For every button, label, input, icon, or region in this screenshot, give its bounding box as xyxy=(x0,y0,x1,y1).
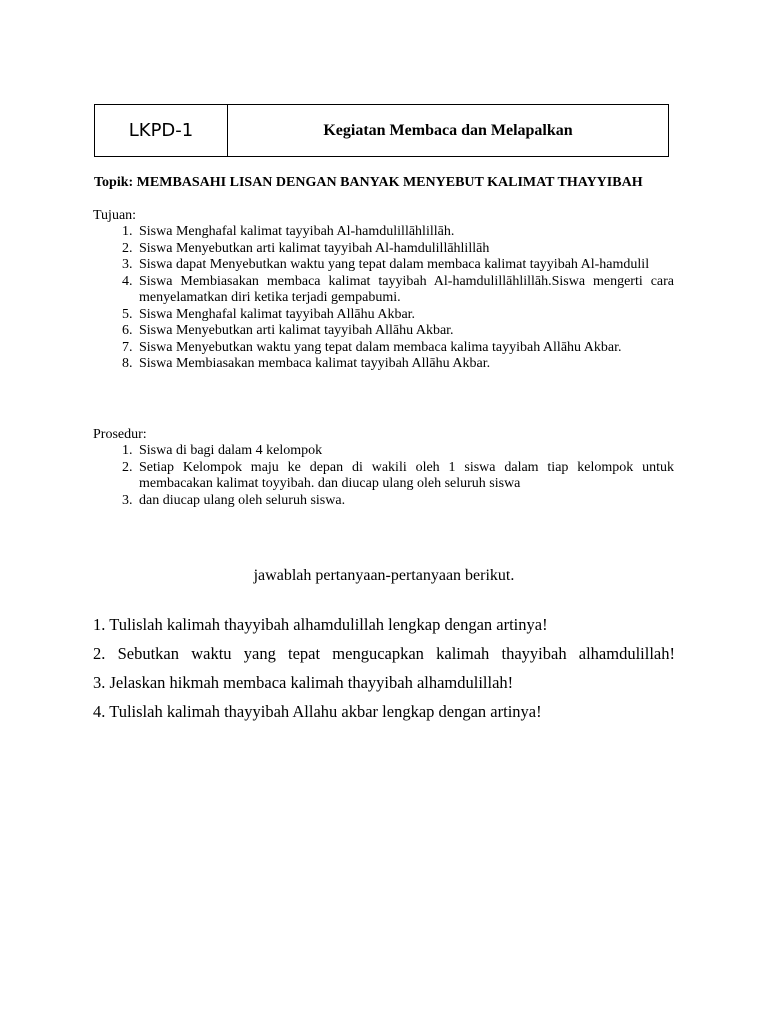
item-number: 6. xyxy=(122,323,133,338)
instruction-text: jawablah pertanyaan-pertanyaan berikut. xyxy=(253,567,515,584)
list-item xyxy=(100,493,674,510)
list-item xyxy=(100,443,674,460)
item-number: 2. xyxy=(122,240,133,256)
tujuan-list xyxy=(100,224,674,373)
question-item: 3. Jelaskan hikmah membaca kalimah thayyibah alhamdulillah! xyxy=(93,673,514,692)
item-number: 7. xyxy=(122,339,133,355)
item-text: Siswa di bagi dalam 4 kelompok xyxy=(139,443,323,458)
item-number: 3. xyxy=(122,257,133,272)
item-number: 1. xyxy=(122,443,133,458)
item-text: Siswa Menghafal kalimat tayyibah Allāhu Akbar. xyxy=(139,306,416,322)
item-text: Siswa Menyebutkan waktu yang tepat dalam membaca kalima tayyibah Allāhu Akbar. xyxy=(139,339,622,355)
item-number: 8. xyxy=(122,356,133,371)
item-number: 4. xyxy=(122,273,133,289)
list-item xyxy=(100,323,674,340)
tujuan-label: Tujuan: xyxy=(93,208,137,223)
header-table xyxy=(94,104,669,157)
list-item xyxy=(100,307,674,324)
item-text: Siswa Membiasakan membaca kalimat tayyibah Al-hamdulillāhlillāh.Siswa mengerti cara menyelamatkan diri ketika terjadi gempabumi. xyxy=(139,273,674,305)
item-text: Siswa dapat Menyebutkan waktu yang tepat dalam membaca kalimat tayyibah Al-hamdulil xyxy=(139,257,650,272)
item-text: Siswa Menghafal kalimat tayyibah Al-hamdulillāhlillāh. xyxy=(139,224,455,239)
list-item xyxy=(100,257,674,274)
list-item xyxy=(100,274,674,307)
item-number: 2. xyxy=(122,459,133,475)
item-number: 1. xyxy=(122,224,133,239)
list-item xyxy=(100,460,674,493)
worksheet-code: LKPD-1 xyxy=(95,105,228,156)
list-item xyxy=(100,356,674,373)
topic-heading: Topik: MEMBASAHI LISAN DENGAN BANYAK MENYEBUT KALIMAT THAYYIBAH xyxy=(94,175,643,190)
question-item: 1. Tulislah kalimah thayyibah alhamdulillah lengkap dengan artinya! xyxy=(93,615,548,634)
item-text: Siswa Menyebutkan arti kalimat tayyibah Allāhu Akbar. xyxy=(139,323,454,338)
item-text: dan diucap ulang oleh seluruh siswa. xyxy=(139,492,346,508)
question-list xyxy=(93,615,675,731)
list-item xyxy=(100,224,674,241)
worksheet-title: Kegiatan Membaca dan Melapalkan xyxy=(323,121,573,139)
prosedur-label: Prosedur: xyxy=(93,427,147,442)
item-text: Siswa Membiasakan membaca kalimat tayyibah Allāhu Akbar. xyxy=(139,356,491,371)
item-number: 3. xyxy=(122,492,133,508)
item-text: Siswa Menyebutkan arti kalimat tayyibah Al-hamdulillāhlillāh xyxy=(139,240,490,256)
item-number: 5. xyxy=(122,306,133,322)
list-item xyxy=(100,340,674,357)
list-item xyxy=(100,241,674,258)
item-text: Setiap Kelompok maju ke depan di wakili oleh 1 siswa dalam tiap kelompok untuk membacakan kalimat toyyibah. dan diucap ulang oleh seluruh siswa xyxy=(139,459,674,491)
question-item: 2. Sebutkan waktu yang tepat mengucapkan kalimah thayyibah alhamdulillah! xyxy=(93,644,675,663)
question-item: 4. Tulislah kalimah thayyibah Allahu akbar lengkap dengan artinya! xyxy=(93,702,542,721)
prosedur-list xyxy=(100,443,674,509)
